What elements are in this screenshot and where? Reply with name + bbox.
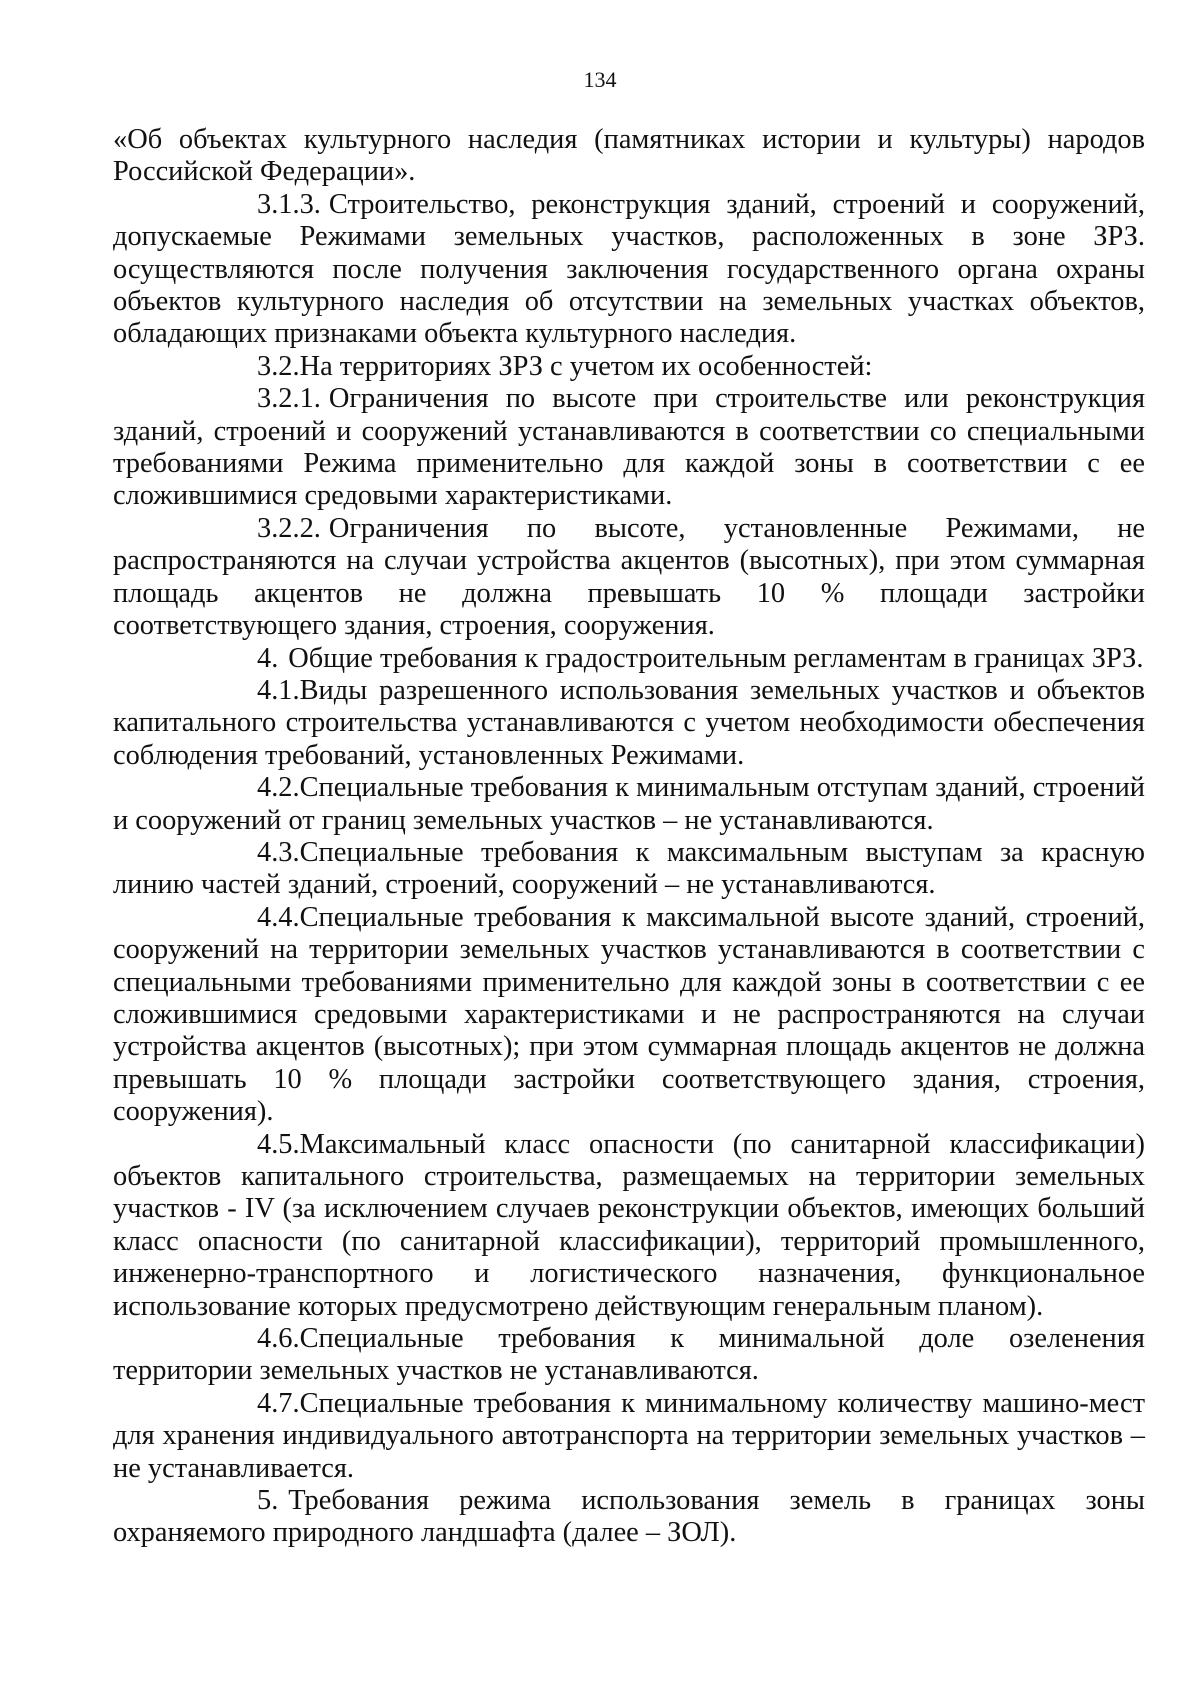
paragraph-text: Специальные требования к минимальному количеству машино-мест для хранения индивидуального автотранспорта на территории земельных участков – не устанавливается.: [113, 1387, 1145, 1484]
paragraph-text: Специальные требования к минимальной доле озеленения территории земельных участков не устанавливаются.: [113, 1323, 1145, 1387]
paragraph-text: Специальные требования к максимальной высоте зданий, строений, сооружений на территории земельных участков устанавливаются в соответствии с специальными требованиями применительно для каждой зоны в соответствии с ее сложившимися средовыми характеристиками и не распространяются на случаи устройства акцентов (высотных); при этом суммарная площадь акцентов не должна превышать 10 % площади застройки соответствующего здания, строения, сооружения).: [113, 901, 1145, 1128]
paragraph-4: [113, 643, 1145, 675]
paragraph-text: Специальные требования к минимальным отступам зданий, строений и сооружений от границ земельных участков – не устанавливаются.: [113, 772, 1145, 836]
paragraph-text: Ограничения по высоте, установленные Режимами, не распространяются на случаи устройства акцентов (высотных), при этом суммарная площадь акцентов не должна превышать 10 % площади застройки соответствующего здания, строения, сооружения.: [113, 512, 1145, 642]
document-body: [113, 124, 1145, 1550]
paragraph-5: [113, 1485, 1145, 1550]
paragraph-number: 4.4.: [257, 901, 300, 933]
paragraph-number: 4.2.: [257, 772, 300, 804]
paragraph-text: Строительство, реконструкция зданий, строений и сооружений, допускаемые Режимами земельных участков, расположенных в зоне ЗРЗ. осуществляются после получения заключения государственного органа охраны объектов культурного наследия об отсутствии на земельных участках объектов, обладающих признаками объекта культурного наследия.: [113, 188, 1145, 350]
paragraph-3-1-3: [113, 189, 1145, 351]
paragraph-number: 3.2.2.: [257, 512, 321, 544]
paragraph-text: На территориях ЗРЗ с учетом их особенностей:: [299, 350, 873, 382]
paragraph-text: Общие требования к градостроительным регламентам в границах ЗРЗ.: [288, 642, 1144, 674]
paragraph-number: 4.5.: [257, 1128, 300, 1160]
paragraph-number: 4.3.: [257, 836, 300, 868]
paragraph-number: 3.1.3.: [257, 188, 321, 220]
paragraph-4-5: [113, 1129, 1145, 1323]
paragraph-continuation: [113, 124, 1145, 189]
paragraph-4-6: [113, 1323, 1145, 1388]
paragraph-number: 3.2.1.: [257, 383, 321, 415]
paragraph-number: 4.: [257, 642, 279, 674]
page-number: 134: [583, 67, 617, 92]
paragraph-text: Ограничения по высоте при строительстве или реконструкция зданий, строений и сооружений устанавливаются в соответствии со специальными требованиями Режима применительно для каждой зоны в соответствии с ее сложившимися средовыми характеристиками.: [113, 383, 1145, 512]
paragraph-number: 4.6.: [257, 1323, 300, 1355]
paragraph-text: Виды разрешенного использования земельных участков и объектов капитального строительства устанавливаются с учетом необходимости обеспечения соблюдения требований, установленных Режимами.: [113, 674, 1145, 771]
paragraph-number: 4.7.: [257, 1387, 300, 1419]
paragraph-3-2-1: [113, 383, 1145, 513]
paragraph-4-3: [113, 837, 1145, 902]
paragraph-4-4: [113, 902, 1145, 1129]
paragraph-text: Специальные требования к максимальным выступам за красную линию частей зданий, строений, сооружений – не устанавливаются.: [113, 836, 1145, 901]
paragraph-4-1: [113, 675, 1145, 772]
paragraph-4-2: [113, 772, 1145, 837]
paragraph-text: Требования режима использования земель в границах зоны охраняемого природного ландшафта (далее – ЗОЛ).: [113, 1485, 1145, 1549]
paragraph-3-2-2: [113, 513, 1145, 643]
paragraph-3-2: [113, 351, 1145, 383]
paragraph-number: 3.2.: [257, 350, 300, 382]
paragraph-4-7: [113, 1388, 1145, 1485]
paragraph-text: Максимальный класс опасности (по санитарной классификации) объектов капитального строительства, размещаемых на территории земельных участков - IV (за исключением случаев реконструкции объектов, имеющих больший класс опасности (по санитарной классификации), территорий промышленного, инженерно-транспортного и логистического назначения, функциональное использование которых предусмотрено действующим генеральным планом).: [113, 1128, 1145, 1322]
paragraph-text: «Об объектах культурного наследия (памятниках истории и культуры) народов Российской Федерации».: [113, 124, 1145, 188]
paragraph-number: 4.1.: [257, 674, 300, 706]
paragraph-number: 5.: [257, 1485, 279, 1517]
